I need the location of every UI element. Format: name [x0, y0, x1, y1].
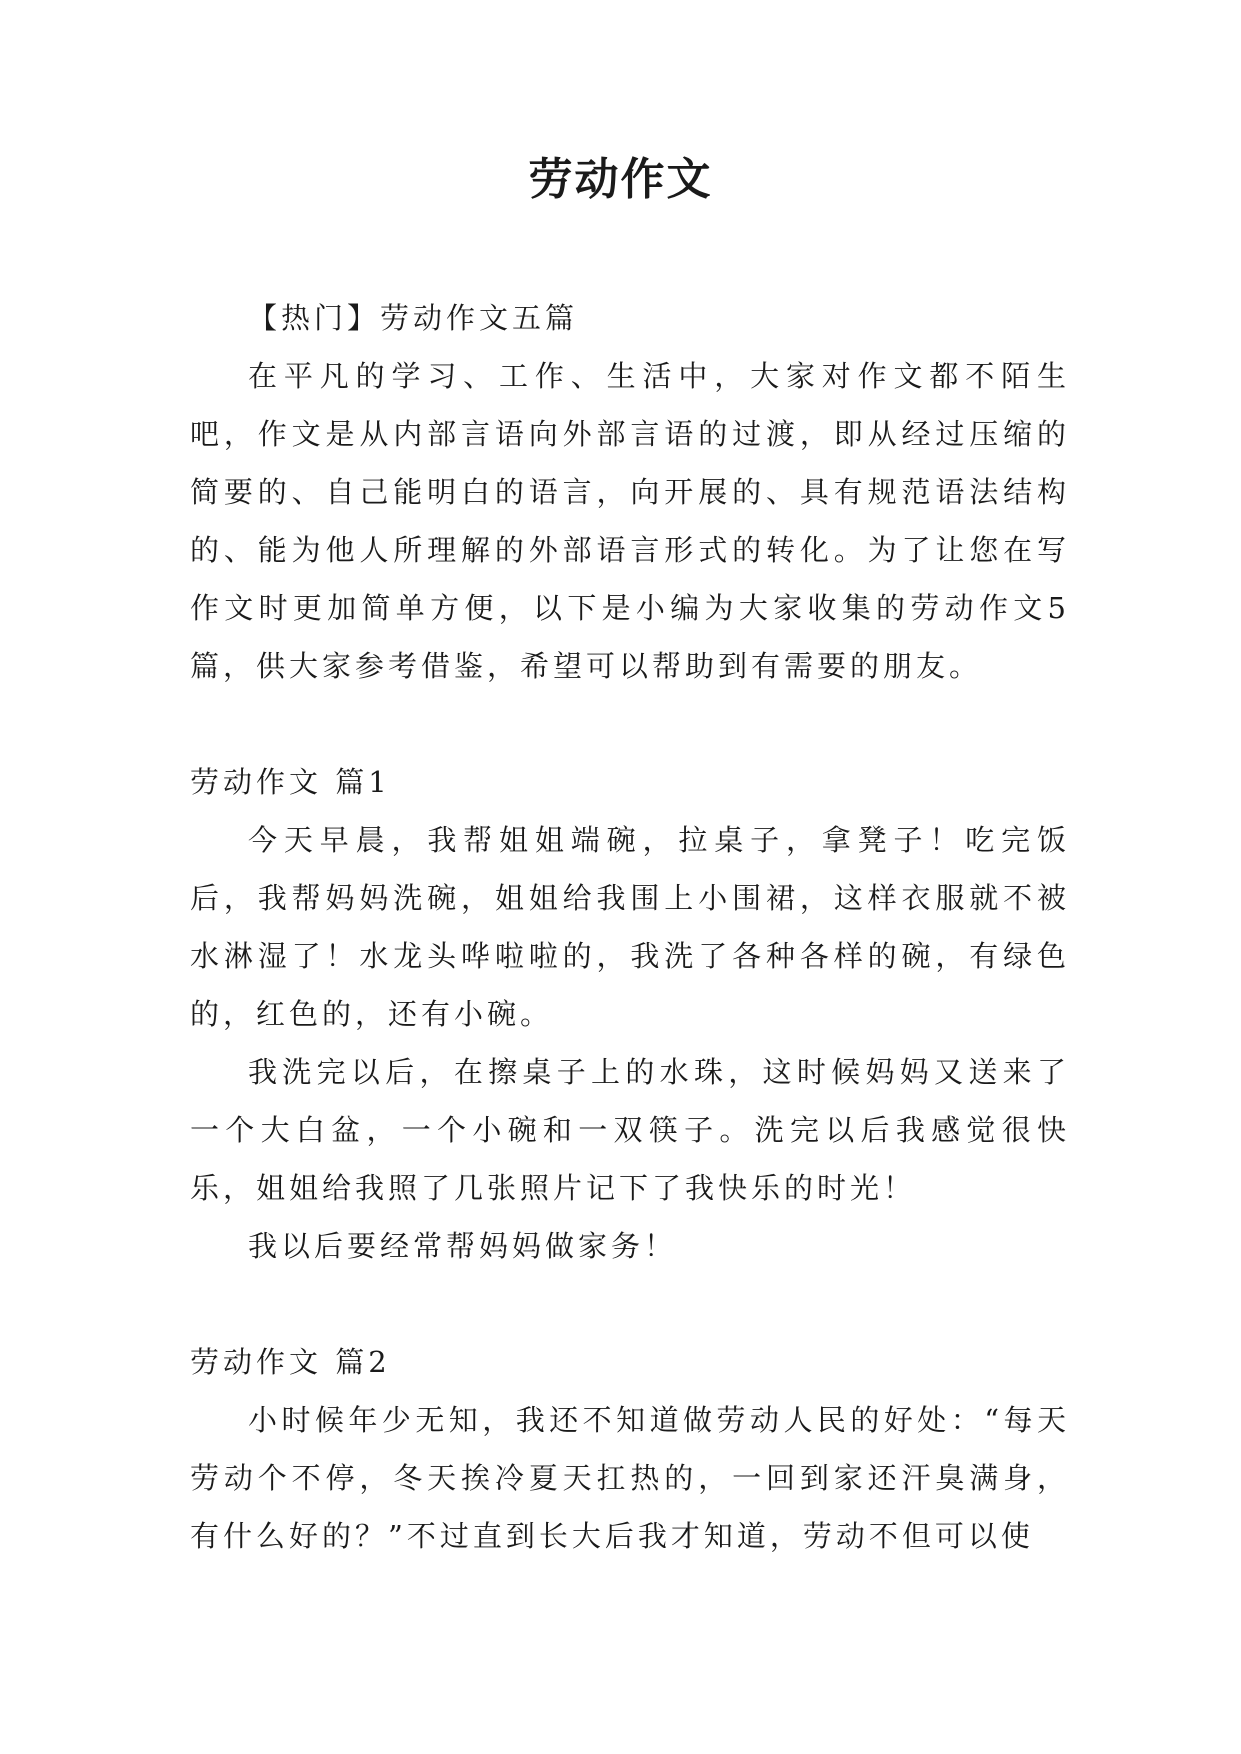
section-1-paragraph-2: 我洗完以后，在擦桌子上的水珠，这时候妈妈又送来了一个大白盆，一个小碗和一双筷子。洗完以后我感觉很快乐，姐姐给我照了几张照片记下了我快乐的时光！ — [190, 1055, 1070, 1205]
section-2-paragraph-1: 小时候年少无知，我还不知道做劳动人民的好处：“每天劳动个不停，冬天挨冷夏天扛热的，一回到家还汗臭满身，有什么好的？”不过直到长大后我才知道，劳动不但可以使 — [190, 1403, 1070, 1553]
section-1-paragraph-3: 我以后要经常帮妈妈做家务！ — [248, 1229, 678, 1263]
intro-paragraph: 在平凡的学习、工作、生活中，大家对作文都不陌生吧，作文是从内部言语向外部言语的过渡，即从经过压缩的简要的、自己能明白的语言，向开展的、具有规范语法结构的、能为他人所理解的外部语言形式的转化。为了让您在写作文时更加简单方便，以下是小编为大家收集的劳动作文5篇，供大家参考借鉴，希望可以帮助到有需要的朋友。 — [190, 359, 1070, 683]
document-subtitle: 【热门】劳动作文五篇 — [248, 301, 579, 335]
section-heading-2: 劳动作文 篇2 — [190, 1345, 391, 1379]
section-1-paragraph-1: 今天早晨，我帮姐姐端碗，拉桌子，拿凳子！吃完饭后，我帮妈妈洗碗，姐姐给我围上小围裙，这样衣服就不被水淋湿了！水龙头哗啦啦的，我洗了各种各样的碗，有绿色的，红色的，还有小碗。 — [190, 823, 1070, 1031]
section-spacer — [190, 695, 1070, 753]
document-title: 劳动作文 — [528, 154, 713, 205]
section-spacer — [190, 1275, 1070, 1333]
section-heading-1: 劳动作文 篇1 — [190, 765, 391, 799]
document-body — [190, 289, 1070, 1565]
